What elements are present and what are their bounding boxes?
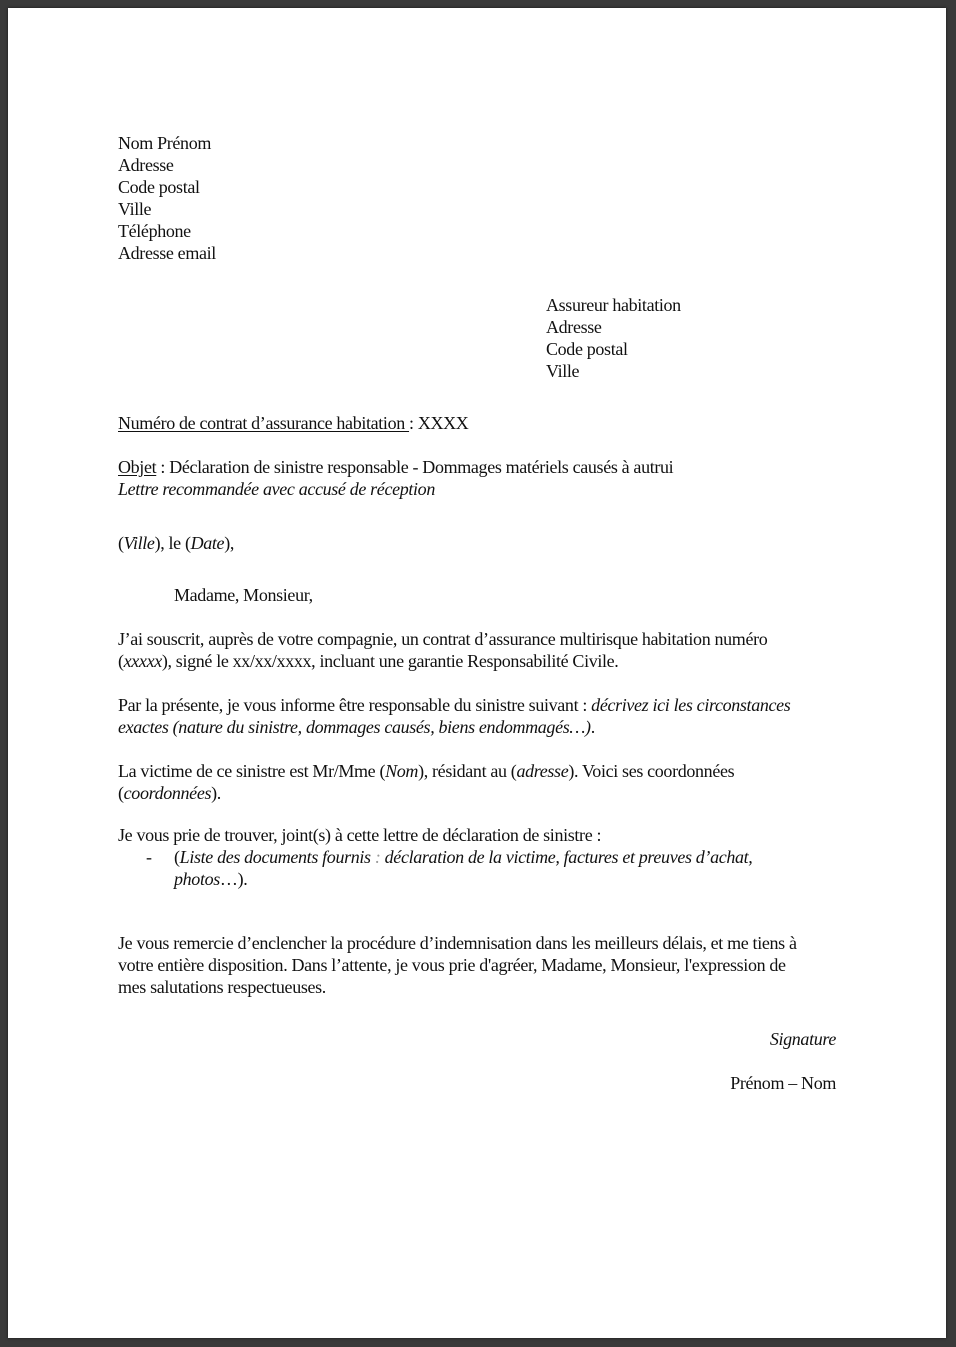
p3-coords: coordonnées xyxy=(123,783,212,803)
p2-italic1: décrivez ici les circonstances xyxy=(591,695,791,715)
signature-label: Signature xyxy=(769,1029,836,1049)
list-line1: déclaration de la victime, factures et preuves d’achat, xyxy=(384,847,753,867)
sender-block xyxy=(118,132,216,264)
p3-open: ( xyxy=(118,783,124,803)
bullet-dash: - xyxy=(146,847,152,867)
recipient-block xyxy=(546,294,681,382)
signature-label-block xyxy=(770,1028,836,1050)
paragraph-closing xyxy=(118,932,838,998)
signature-name-block xyxy=(730,1072,836,1094)
contract-value: : XXXX xyxy=(409,413,469,433)
list-open: ( xyxy=(174,847,180,867)
p3-text1: La victime de ce sinistre est Mr/Mme ( xyxy=(118,761,386,781)
p5-line2: votre entière disposition. Dans l’attente, je vous prie d'agréer, Madame, Monsieur, l'expression de xyxy=(118,955,786,975)
date-value: Date xyxy=(190,533,225,553)
p1-line1: J’ai souscrit, auprès de votre compagnie, un contrat d’assurance multirisque habitation numéro xyxy=(118,629,768,649)
list-close: ). xyxy=(237,869,248,889)
sender-email: Adresse email xyxy=(118,243,216,263)
p2-end: . xyxy=(590,717,595,737)
list-ellipsis: … xyxy=(219,869,238,889)
date-close: ), xyxy=(224,533,234,553)
contract-number-line xyxy=(118,412,468,434)
salutation-text: Madame, Monsieur, xyxy=(174,585,313,605)
paragraph-contract xyxy=(118,628,838,672)
date-mid: ), le ( xyxy=(154,533,191,553)
list-item xyxy=(174,846,752,890)
list-label: Liste des documents fournis xyxy=(179,847,371,867)
paragraph-attachments xyxy=(118,824,838,846)
signature-name: Prénom – Nom xyxy=(730,1073,836,1093)
p3-address: adresse xyxy=(516,761,569,781)
p3-text2: ), résidant au ( xyxy=(418,761,517,781)
letter-page xyxy=(8,8,946,1338)
p3-name: Nom xyxy=(385,761,419,781)
p3-text3: ). Voici ses coordonnées xyxy=(568,761,735,781)
list-line2: photos xyxy=(174,869,220,889)
recipient-postal-code: Code postal xyxy=(546,339,628,359)
delivery-mode: Lettre recommandée avec accusé de réception xyxy=(118,479,435,499)
sender-address: Adresse xyxy=(118,155,174,175)
sender-postal-code: Code postal xyxy=(118,177,200,197)
p1-rest: ), signé le xx/xx/xxxx, incluant une garantie Responsabilité Civile. xyxy=(161,651,619,671)
paragraph-incident xyxy=(118,694,838,738)
subject-block xyxy=(118,456,673,500)
p2-text: Par la présente, je vous informe être responsable du sinistre suivant : xyxy=(118,695,592,715)
subject-text: : Déclaration de sinistre responsable - Dommages matériels causés à autrui xyxy=(156,457,674,477)
contract-label: Numéro de contrat d’assurance habitation xyxy=(118,413,410,433)
sender-city: Ville xyxy=(118,199,152,219)
list-colon: : xyxy=(370,847,385,867)
subject-label: Objet xyxy=(118,457,157,477)
p5-line1: Je vous remercie d’enclencher la procédure d’indemnisation dans les meilleurs délais, et me tiens à xyxy=(118,933,797,953)
date-line xyxy=(118,532,234,554)
salutation xyxy=(174,584,313,606)
p5-line3: mes salutations respectueuses. xyxy=(118,977,326,997)
p3-close: ). xyxy=(211,783,221,803)
paragraph-victim xyxy=(118,760,838,804)
date-open: ( xyxy=(118,533,124,553)
p1-number: xxxxx xyxy=(123,651,162,671)
recipient-name: Assureur habitation xyxy=(546,295,681,315)
p1-open: ( xyxy=(118,651,124,671)
sender-phone: Téléphone xyxy=(118,221,191,241)
p2-italic2: exactes (nature du sinistre, dommages causés, biens endommagés…) xyxy=(118,717,591,737)
p4-intro: Je vous prie de trouver, joint(s) à cette lettre de déclaration de sinistre : xyxy=(118,825,602,845)
date-city: Ville xyxy=(123,533,155,553)
recipient-city: Ville xyxy=(546,361,580,381)
recipient-address: Adresse xyxy=(546,317,602,337)
sender-name: Nom Prénom xyxy=(118,133,211,153)
list-bullet xyxy=(146,846,152,868)
